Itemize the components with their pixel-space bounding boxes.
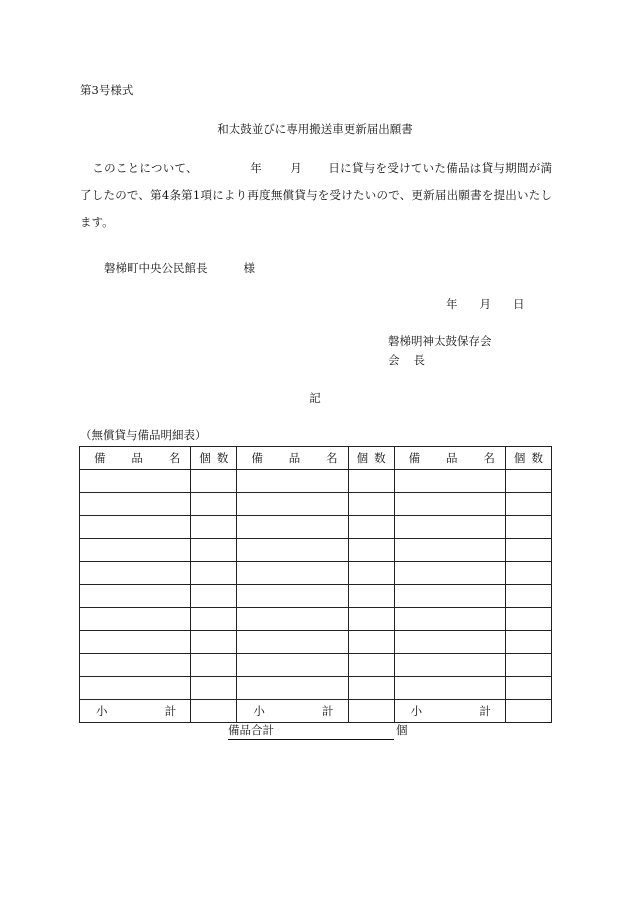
addressee-name: 磐梯町中央公民館長 xyxy=(104,261,208,275)
quantity-cell[interactable] xyxy=(191,470,237,493)
item-name-cell[interactable] xyxy=(80,493,191,516)
item-name-cell[interactable] xyxy=(394,539,505,562)
quantity-cell[interactable] xyxy=(505,654,551,677)
table-row xyxy=(80,539,552,562)
item-name-cell[interactable] xyxy=(237,516,348,539)
ki-heading: 記 xyxy=(309,391,321,405)
subtotal-row xyxy=(80,700,552,723)
quantity-cell[interactable] xyxy=(505,631,551,654)
item-name-cell[interactable] xyxy=(394,585,505,608)
item-name-cell[interactable] xyxy=(237,585,348,608)
header-quantity: 個数 xyxy=(348,447,394,470)
item-name-cell[interactable] xyxy=(237,562,348,585)
quantity-cell[interactable] xyxy=(191,562,237,585)
header-item-name: 備品名 xyxy=(80,447,191,470)
header-quantity: 個数 xyxy=(505,447,551,470)
body-paragraph xyxy=(80,155,552,236)
quantity-cell[interactable] xyxy=(191,585,237,608)
body-text-2: 日に貸与を受けていた備品は貸与期間が満了したので、第4条第1項により再度無償貸与を受けたいので、更新届出願書を提出いたします。 xyxy=(80,161,553,229)
quantity-cell[interactable] xyxy=(505,539,551,562)
subtotal-value-cell[interactable] xyxy=(348,700,394,723)
subtotal-label: 小計 xyxy=(394,700,505,723)
item-name-cell[interactable] xyxy=(237,539,348,562)
item-name-cell[interactable] xyxy=(394,608,505,631)
table-header-row xyxy=(80,447,552,470)
table-row xyxy=(80,562,552,585)
header-quantity: 個数 xyxy=(191,447,237,470)
form-number: 第3号様式 xyxy=(80,83,134,97)
quantity-cell[interactable] xyxy=(348,562,394,585)
subtotal-label: 小計 xyxy=(80,700,191,723)
item-name-cell[interactable] xyxy=(80,585,191,608)
quantity-cell[interactable] xyxy=(505,470,551,493)
item-name-cell[interactable] xyxy=(237,608,348,631)
table-row xyxy=(80,516,552,539)
applicant-role xyxy=(388,352,425,368)
item-name-cell[interactable] xyxy=(237,631,348,654)
table-row xyxy=(80,493,552,516)
quantity-cell[interactable] xyxy=(348,654,394,677)
role-char-2: 長 xyxy=(413,353,425,367)
quantity-cell[interactable] xyxy=(505,493,551,516)
role-char-1: 会 xyxy=(388,353,400,367)
body-text-1: このことについて、 xyxy=(92,161,198,175)
grand-total-unit: 個 xyxy=(396,723,408,737)
item-name-cell[interactable] xyxy=(80,631,191,654)
item-name-cell[interactable] xyxy=(394,677,505,700)
quantity-cell[interactable] xyxy=(348,608,394,631)
item-name-cell[interactable] xyxy=(80,608,191,631)
applicant-organization: 磐梯明神太鼓保存会 xyxy=(388,334,492,348)
quantity-cell[interactable] xyxy=(191,493,237,516)
table-row xyxy=(80,654,552,677)
table-row xyxy=(80,608,552,631)
table-row xyxy=(80,585,552,608)
item-name-cell[interactable] xyxy=(80,516,191,539)
quantity-cell[interactable] xyxy=(348,631,394,654)
date-year: 年 xyxy=(446,297,458,311)
table-row xyxy=(80,470,552,493)
quantity-cell[interactable] xyxy=(505,562,551,585)
item-name-cell[interactable] xyxy=(394,631,505,654)
date-line xyxy=(446,296,525,312)
item-name-cell[interactable] xyxy=(394,516,505,539)
item-name-cell[interactable] xyxy=(237,654,348,677)
quantity-cell[interactable] xyxy=(348,516,394,539)
item-name-cell[interactable] xyxy=(80,677,191,700)
quantity-cell[interactable] xyxy=(505,585,551,608)
quantity-cell[interactable] xyxy=(348,493,394,516)
document-title: 和太鼓並びに専用搬送車更新届出願書 xyxy=(217,122,413,136)
header-item-name: 備品名 xyxy=(237,447,348,470)
subtotal-value-cell[interactable] xyxy=(505,700,551,723)
quantity-cell[interactable] xyxy=(191,631,237,654)
table-row xyxy=(80,631,552,654)
subtotal-value-cell[interactable] xyxy=(191,700,237,723)
grand-total-label: 備品合計 xyxy=(228,722,394,740)
quantity-cell[interactable] xyxy=(348,470,394,493)
item-name-cell[interactable] xyxy=(237,470,348,493)
item-name-cell[interactable] xyxy=(394,654,505,677)
item-name-cell[interactable] xyxy=(80,470,191,493)
date-month: 月 xyxy=(479,297,491,311)
quantity-cell[interactable] xyxy=(191,654,237,677)
table-row xyxy=(80,677,552,700)
quantity-cell[interactable] xyxy=(191,516,237,539)
item-name-cell[interactable] xyxy=(80,654,191,677)
item-name-cell[interactable] xyxy=(394,562,505,585)
quantity-cell[interactable] xyxy=(505,608,551,631)
item-name-cell[interactable] xyxy=(237,677,348,700)
item-name-cell[interactable] xyxy=(80,562,191,585)
body-month: 月 xyxy=(289,161,303,175)
item-name-cell[interactable] xyxy=(394,470,505,493)
quantity-cell[interactable] xyxy=(348,539,394,562)
body-year: 年 xyxy=(249,161,262,175)
grand-total-line xyxy=(228,722,408,740)
quantity-cell[interactable] xyxy=(348,585,394,608)
quantity-cell[interactable] xyxy=(348,677,394,700)
quantity-cell[interactable] xyxy=(191,608,237,631)
item-name-cell[interactable] xyxy=(80,539,191,562)
addressee-honorific: 様 xyxy=(243,261,255,275)
item-name-cell[interactable] xyxy=(237,493,348,516)
quantity-cell[interactable] xyxy=(505,516,551,539)
quantity-cell[interactable] xyxy=(191,539,237,562)
subtotal-label: 小計 xyxy=(237,700,348,723)
equipment-table xyxy=(79,446,552,723)
item-name-cell[interactable] xyxy=(394,493,505,516)
date-day: 日 xyxy=(513,297,525,311)
addressee xyxy=(104,260,255,276)
header-item-name: 備品名 xyxy=(394,447,505,470)
table-caption: （無償貸与備品明細表） xyxy=(80,428,207,442)
quantity-cell[interactable] xyxy=(191,677,237,700)
quantity-cell[interactable] xyxy=(505,677,551,700)
